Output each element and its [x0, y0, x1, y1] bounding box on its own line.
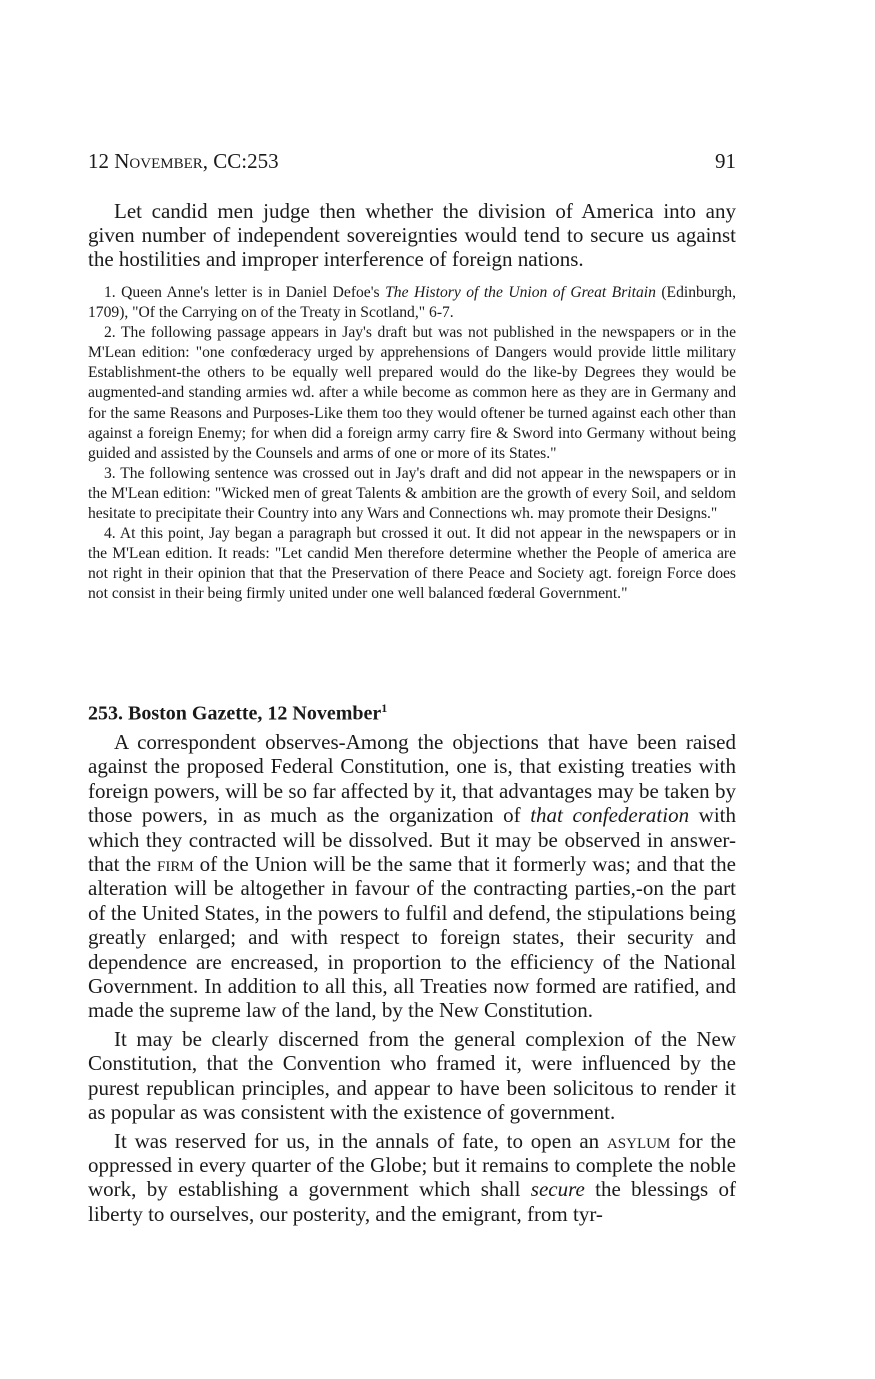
emphasis-secure: secure [530, 1177, 585, 1202]
running-head [88, 148, 736, 174]
section-paragraph-1: A correspondent observes-Among the objections that have been raised against the proposed Federal Constitution, one is, that existing treaties with foreign powers, will be so far affected by it, that advantages may be taken by those powers, in as much as the organization of that confederation with which they contracted will be dissolved. But it may be observed in answer-that the firm of the Union will be the same that it formerly was; and that the alteration will be altogether in favour of the contracting parties,-on the part of the United States, in the powers to fulfil and defend, the stipulations being greatly enlarged; and with respect to foreign states, their security and dependence are encreased, in proportion to the efficiency of the National Government. In addition to all this, all Treaties now formed are ratified, and made the supreme law of the land, by the New Constitution. [88, 730, 736, 1023]
section-paragraph-2: It may be clearly discerned from the general complexion of the New Constitution, that the Convention who framed it, were influenced by the purest republican principles, and appear to have been solicitous to render it as popular as was consistent with the existence of government. [88, 1026, 736, 1125]
section-heading: 253. Boston Gazette, 12 November$^1$ [88, 701, 388, 725]
section-body [88, 730, 736, 1226]
footnote-3: 3. The following sentence was crossed out in Jay's draft and did not appear in the newspapers or in the M'Lean edition: "Wicked men of great Talents & ambition are the growth of every Soil, and seldom hesitate to precipitate their Country into any Wars and Connections wh. may promote their Designs." [88, 464, 736, 523]
opening-paragraph: Let candid men judge then whether the division of America into any given number of independent sovereignties would tend to secure us against the hostilities and improper interference of foreign nations. [88, 199, 736, 272]
heading-footnote-marker: 1 [381, 701, 388, 715]
section-paragraph-3: It was reserved for us, in the annals of fate, to open an asylum for the oppressed in every quarter of the Globe; but it remains to complete the noble work, by establishing a government which shall secure the blessings of liberty to ourselves, our posterity, and the emigrant, from tyr- [88, 1128, 737, 1226]
small-caps-asylum: asylum [606, 1128, 671, 1153]
small-caps-firm: firm [156, 852, 194, 877]
running-head-month: November [114, 149, 203, 173]
footnote-1-book-title: The History of the Union of Great Britain [385, 284, 656, 301]
footnote-4: 4. At this point, Jay began a paragraph but crossed it out. It did not appear in the newspapers or in the M'Lean edition. It reads: "Let candid Men therefore determine whether the People of america are not right in their opinion that that the Preservation of there Peace and Society agt. foreign Force does not consist in their being firmly united under one well balanced fœderal Government." [88, 525, 736, 603]
running-head-date: 12 November, CC:253 [88, 149, 279, 173]
page-number: 91 [715, 149, 736, 173]
footnotes [88, 283, 736, 605]
footnote-2: 2. The following passage appears in Jay's draft but was not published in the newspapers or in the M'Lean edition: "one confœderacy urged by apprehensions of Dangers would provide little military Establishment-the others to be equally well prepared would do the like-by Degrees they would be augmented-and standing armies wd. after a while become as common here as they are in Germany and for the same Reasons and Purposes-Like them too they would oftener be turned against each other than against a foreign Enemy; for when did a foreign army carry fire & Sword into Germany without being guided and assisted by the Counsels and arms of one or more of its States." [88, 324, 736, 462]
emphasis-that-confederation: that confederation [530, 803, 690, 828]
footnote-1: 1. Queen Anne's letter is in Daniel Defoe's The History of the Union of Great Britain (Edinburgh, 1709), "Of the Carrying on of the Treaty in Scotland," 6-7. [88, 284, 736, 322]
